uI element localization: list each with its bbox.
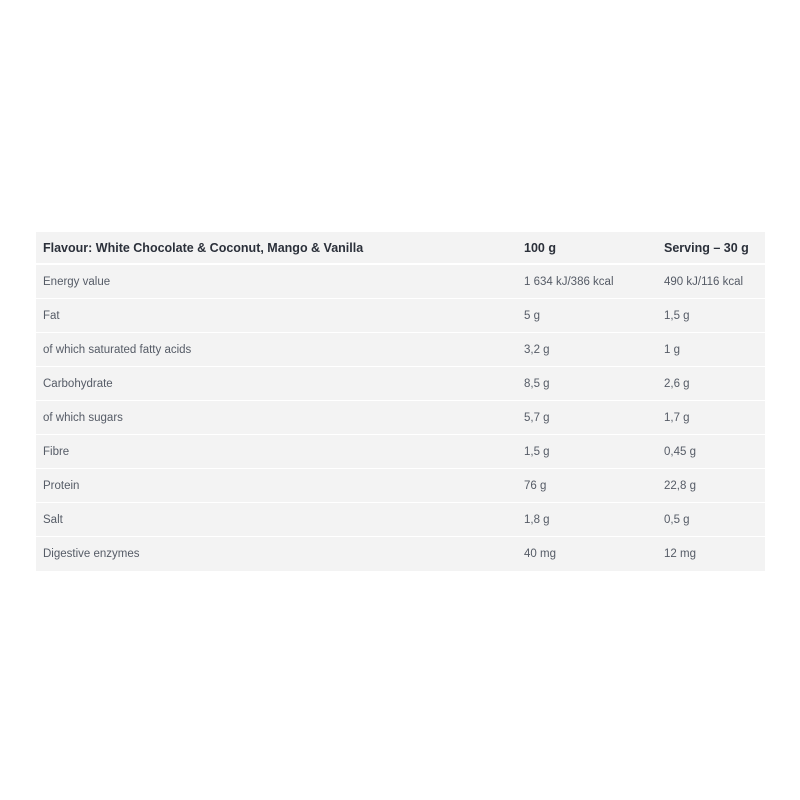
nutrient-name: Energy value [36,264,517,299]
table-header-row [36,232,765,264]
nutrient-name: of which saturated fatty acids [36,333,517,367]
table-row [36,435,765,469]
value-per-serving: 12 mg [664,548,696,560]
table-row [36,537,765,572]
table-row [36,264,765,299]
value-per-serving: 1 g [657,333,765,367]
value-per-100g: 8,5 g [517,367,657,401]
value-per-100g: 5,7 g [517,401,657,435]
nutrient-name: Fat [36,299,517,333]
nutrition-table [36,232,765,571]
value-per-serving: 0,5 g [657,503,765,537]
table-row [36,503,765,537]
value-per-serving: 1,5 g [657,299,765,333]
nutrient-name: Fibre [36,435,517,469]
table-row [36,367,765,401]
value-per-100g: 1 634 kJ/386 kcal [517,264,657,299]
table-row [36,401,765,435]
value-per-serving: 2,6 g [657,367,765,401]
value-per-100g: 1,5 g [517,435,657,469]
header-per-serving: Serving – 30 g [657,232,765,264]
value-per-100g: 76 g [517,469,657,503]
value-per-100g: 5 g [517,299,657,333]
table-row [36,299,765,333]
nutrient-name: Salt [36,503,517,537]
value-per-serving: 0,45 g [657,435,765,469]
nutrient-name: of which sugars [36,401,517,435]
table-row [36,469,765,503]
header-per-100g: 100 g [517,232,657,264]
value-per-serving: 490 kJ/116 kcal [657,264,765,299]
value-per-100g: 3,2 g [517,333,657,367]
header-flavour: Flavour: White Chocolate & Coconut, Mango & Vanilla [36,232,517,264]
value-per-serving: 22,8 g [657,469,765,503]
value-per-100g: 1,8 g [517,503,657,537]
nutrient-name: Protein [36,469,517,503]
nutrient-name: Carbohydrate [36,367,517,401]
table-row [36,333,765,367]
value-per-serving: 1,7 g [657,401,765,435]
nutrient-name: Digestive enzymes [43,548,140,560]
value-per-100g: 40 mg [524,548,556,560]
